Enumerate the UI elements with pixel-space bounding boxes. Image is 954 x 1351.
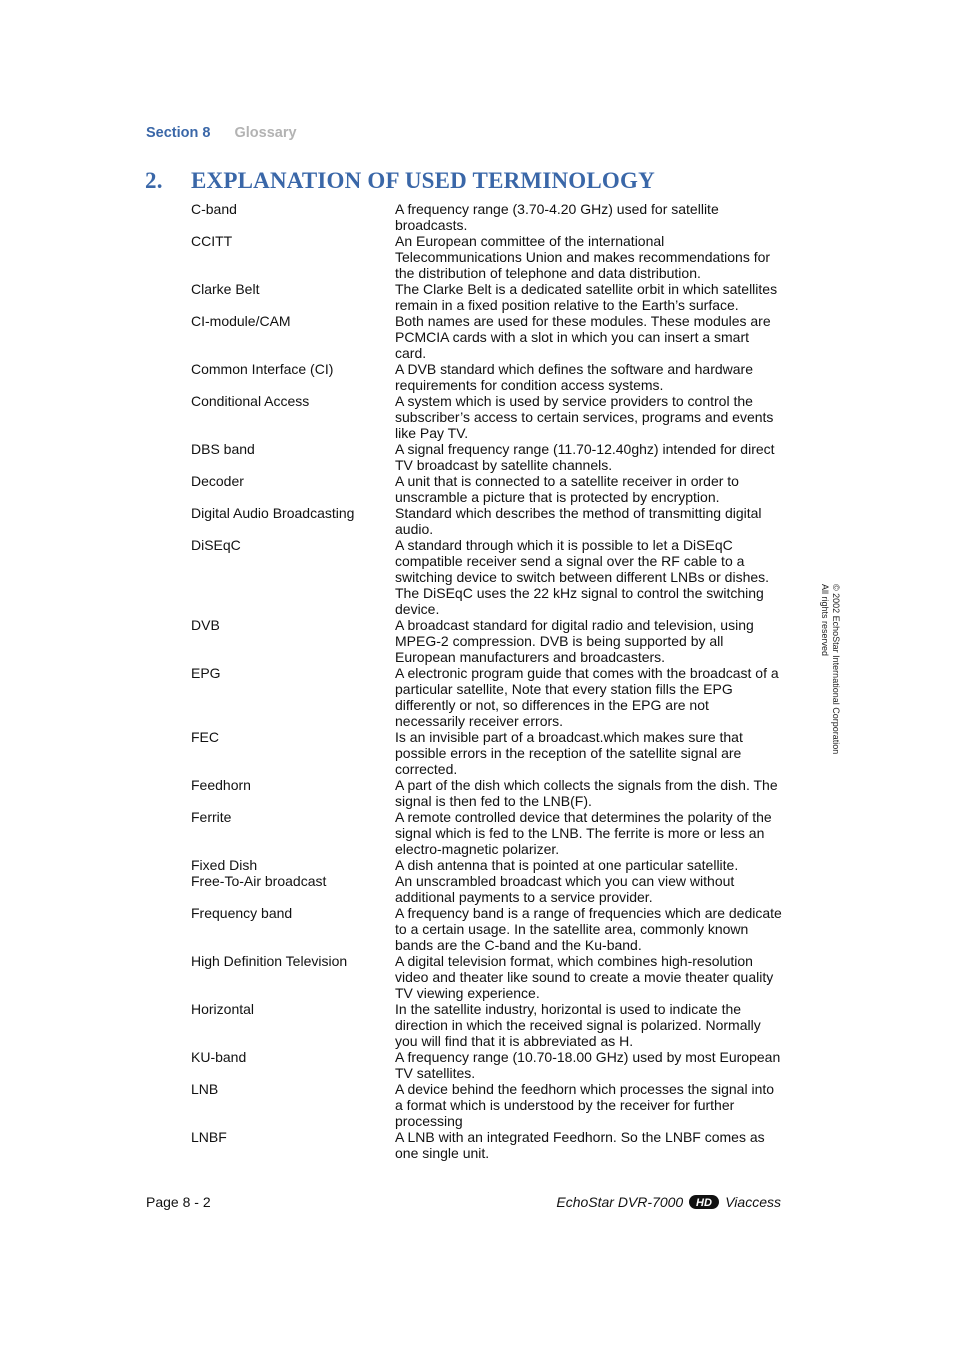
definition-line: An European committee of the international [395, 233, 665, 249]
definition-line: to a certain usage. In the satellite area, commonly known [395, 921, 749, 937]
definition-line: A system which is used by service providers to control the [395, 393, 753, 409]
glossary-definition [395, 537, 783, 617]
glossary-term: DBS band [191, 441, 255, 457]
definition-line: audio. [395, 521, 434, 537]
glossary-row [191, 201, 791, 233]
definition-line: additional payments to a service provider. [395, 889, 653, 905]
product-suffix: Viaccess [725, 1194, 781, 1210]
glossary-definition [395, 281, 783, 313]
glossary-definition [395, 1081, 783, 1129]
definition-line: A standard through which it is possible to let a DiSEqC [395, 537, 733, 553]
glossary-row [191, 953, 791, 1001]
glossary-definition [395, 777, 783, 809]
glossary-row [191, 537, 791, 617]
glossary-row [191, 905, 791, 953]
glossary-definition [395, 361, 783, 393]
glossary-row [191, 873, 791, 905]
glossary-term: Feedhorn [191, 777, 251, 793]
glossary-term: LNBF [191, 1129, 227, 1145]
glossary-definition [395, 473, 783, 505]
glossary-term: Ferrite [191, 809, 232, 825]
definition-line: A signal frequency range (11.70-12.40ghz) intended for direct [395, 441, 775, 457]
definition-line: the distribution of telephone and data distribution. [395, 265, 701, 281]
glossary-definition [395, 1001, 783, 1049]
svg-text:HD: HD [696, 1197, 713, 1209]
glossary-term: C-band [191, 201, 237, 217]
glossary-row [191, 281, 791, 313]
glossary-definition [395, 1129, 783, 1161]
glossary-row [191, 1129, 791, 1161]
glossary-row [191, 857, 791, 873]
glossary-term: Common Interface (CI) [191, 361, 334, 377]
definition-line: subscriber’s access to certain services, programs and events [395, 409, 774, 425]
footer-product [556, 1194, 781, 1210]
definition-line: TV broadcast by satellite channels. [395, 457, 613, 473]
heading-number: 2. [145, 168, 163, 193]
definition-line: A part of the dish which collects the signals from the dish. The [395, 777, 778, 793]
definition-line: electro-magnetic polarizer. [395, 841, 560, 857]
definition-line: PCMCIA cards with a slot in which you can insert a smart [395, 329, 750, 345]
glossary-row [191, 665, 791, 729]
glossary-term: Digital Audio Broadcasting [191, 505, 355, 521]
definition-line: signal is then fed to the LNB(F). [395, 793, 592, 809]
definition-line: Standard which describes the method of transmitting digital [395, 505, 762, 521]
glossary-row [191, 505, 791, 537]
glossary-term: EPG [191, 665, 221, 681]
definition-line: broadcasts. [395, 217, 468, 233]
definition-line: A frequency range (3.70-4.20 GHz) used for satellite [395, 201, 719, 217]
definition-line: differently or not, so differences in the EPG are not [395, 697, 709, 713]
definition-line: Telecommunications Union and makes recommendations for [395, 249, 771, 265]
definition-line: MPEG-2 compression. DVB is being supported by all [395, 633, 724, 649]
glossary-row [191, 729, 791, 777]
definition-line: A digital television format, which combines high-resolution [395, 953, 753, 969]
definition-line: In the satellite industry, horizontal is used to indicate the [395, 1001, 742, 1017]
definition-line: European manufacturers and broadcasters. [395, 649, 666, 665]
definition-line: A electronic program guide that comes with the broadcast of a [395, 665, 779, 681]
definition-line: compatible receiver send a signal over the RF cable to a [395, 553, 745, 569]
glossary-row [191, 617, 791, 665]
page-number: Page 8 - 2 [146, 1194, 211, 1210]
definition-line: A dish antenna that is pointed at one particular satellite. [395, 857, 739, 873]
definition-line: The Clarke Belt is a dedicated satellite orbit in which satellites [395, 281, 778, 297]
definition-line: A broadcast standard for digital radio and television, using [395, 617, 754, 633]
definition-line: video and theater like sound to create a movie theater quality [395, 969, 774, 985]
definition-line: corrected. [395, 761, 458, 777]
definition-line: A frequency range (10.70-18.00 GHz) used by most European [395, 1049, 781, 1065]
definition-line: a format which is understood by the receiver for further [395, 1097, 735, 1113]
page-title [145, 168, 655, 194]
glossary-definition [395, 905, 783, 953]
glossary-row [191, 361, 791, 393]
glossary-term: Free-To-Air broadcast [191, 873, 327, 889]
glossary-definition [395, 809, 783, 857]
glossary-row [191, 809, 791, 857]
glossary-definition [395, 857, 783, 873]
glossary-row [191, 393, 791, 441]
glossary-term: FEC [191, 729, 219, 745]
definition-line: A frequency band is a range of frequencies which are dedicate [395, 905, 782, 921]
glossary-row [191, 313, 791, 361]
definition-line: Is an invisible part of a broadcast.which makes sure that [395, 729, 743, 745]
glossary-term: Decoder [191, 473, 244, 489]
glossary-definition [395, 665, 783, 729]
definition-line: like Pay TV. [395, 425, 469, 441]
definition-line: one single unit. [395, 1145, 490, 1161]
definition-line: bands are the C-band and the Ku-band. [395, 937, 642, 953]
glossary-row [191, 441, 791, 473]
glossary-definition [395, 729, 783, 777]
rights-line: All rights reserved [820, 584, 830, 657]
glossary-definition [395, 617, 783, 665]
definition-line: requirements for condition access systems. [395, 377, 664, 393]
glossary-term: DVB [191, 617, 220, 633]
glossary-definition [395, 233, 783, 281]
definition-line: signal which is fed to the LNB. The ferrite is more or less an [395, 825, 765, 841]
glossary-term: Clarke Belt [191, 281, 260, 297]
copyright-notice [811, 584, 841, 766]
definition-line: An unscrambled broadcast which you can view without [395, 873, 735, 889]
glossary-definition [395, 441, 783, 473]
glossary-row [191, 1049, 791, 1081]
glossary-definition [395, 201, 783, 233]
definition-line: A remote controlled device that determines the polarity of the [395, 809, 772, 825]
glossary-term: Fixed Dish [191, 857, 258, 873]
definition-line: TV viewing experience. [395, 985, 540, 1001]
definition-line: Both names are used for these modules. These modules are [395, 313, 771, 329]
section-header [146, 125, 297, 141]
definition-line: remain in a fixed position relative to the Earth’s surface. [395, 297, 739, 313]
glossary-definition [395, 505, 783, 537]
glossary-row [191, 233, 791, 281]
definition-line: card. [395, 345, 427, 361]
glossary-row [191, 777, 791, 809]
glossary-term: High Definition Television [191, 953, 348, 969]
definition-line: processing [395, 1113, 463, 1129]
glossary-list [191, 201, 791, 1161]
glossary-term: Horizontal [191, 1001, 255, 1017]
copyright-line: © 2002 EchoStar International Corporation [831, 584, 841, 755]
glossary-row [191, 1001, 791, 1049]
glossary-definition [395, 393, 783, 441]
chapter-label: Glossary [234, 125, 297, 141]
definition-line: A LNB with an integrated Feedhorn. So the LNBF comes as [395, 1129, 765, 1145]
definition-line: you will find that it is abbreviated as H. [395, 1033, 634, 1049]
definition-line: direction in which the received signal is polarized. Normally [395, 1017, 761, 1033]
definition-line: A unit that is connected to a satellite receiver in order to [395, 473, 739, 489]
glossary-definition [395, 313, 783, 361]
hd-logo-icon [689, 1195, 719, 1209]
glossary-term: KU-band [191, 1049, 247, 1065]
glossary-row [191, 1081, 791, 1129]
glossary-term: CCITT [191, 233, 233, 249]
definition-line: TV satellites. [395, 1065, 476, 1081]
definition-line: unscramble a picture that is protected by encryption. [395, 489, 720, 505]
definition-line: particular satellite, Note that every station fills the EPG [395, 681, 733, 697]
glossary-term: Conditional Access [191, 393, 310, 409]
glossary-row [191, 473, 791, 505]
definition-line: switching device to switch between different LNBs or dishes. [395, 569, 770, 585]
definition-line: necessarily receiver errors. [395, 713, 564, 729]
glossary-definition [395, 873, 783, 905]
glossary-term: Frequency band [191, 905, 293, 921]
glossary-term: CI-module/CAM [191, 313, 291, 329]
definition-line: possible errors in the reception of the satellite signal are [395, 745, 742, 761]
definition-line: The DiSEqC uses the 22 kHz signal to control the switching [395, 585, 764, 601]
product-name: EchoStar DVR-7000 [556, 1194, 684, 1210]
definition-line: device. [395, 601, 440, 617]
glossary-term: DiSEqC [191, 537, 241, 553]
glossary-term: LNB [191, 1081, 219, 1097]
glossary-definition [395, 953, 783, 1001]
section-label: Section 8 [146, 125, 211, 141]
definition-line: A DVB standard which defines the software and hardware [395, 361, 753, 377]
glossary-definition [395, 1049, 783, 1081]
heading-title: EXPLANATION OF USED TERMINOLOGY [191, 168, 655, 193]
definition-line: A device behind the feedhorn which processes the signal into [395, 1081, 775, 1097]
